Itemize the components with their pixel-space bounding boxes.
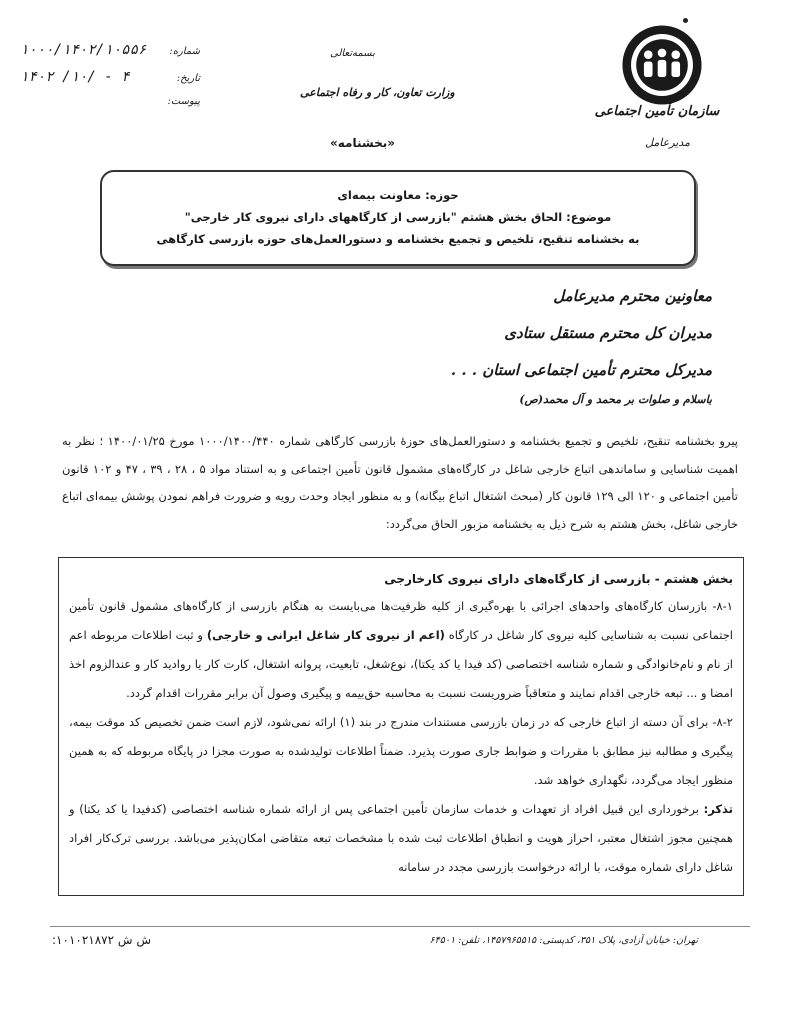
note-text: برخورداری این قبیل افراد از تعهدات و خدمات سازمان تأمین اجتماعی پس از ارائه شماره شناسه اختصاصی (کدفیدا یا کد یکتا) و همچنین مجوز اشتغال معتبر، احراز هویت و انطباق اطلاعات ثبت شده با مشخصات تبعه متقاضی امکان‌پذیر می‌باشد. بررسی ترک‌کار افراد شاغل دارای شماره موقت، با ارائه درخواست بازرسی مجدد در سامانه bbox=[69, 802, 733, 874]
footer-divider bbox=[50, 926, 750, 927]
bismillah: بسمه‌تعالی bbox=[330, 48, 375, 59]
number-value: ۱۰۰۰/۱۴۰۲/۱۰۵۵۶ bbox=[20, 42, 147, 58]
clause-8-1-end: و ثبت اطلاعات مربوطه اعم از نام و نام‌خانوادگی و شماره شناسه اختصاصی (کد فیدا یا کد یکتا)، نوع‌شغل، تابعیت، پروانه اشتغال، کارت کار یا روادید کار و عندالزوم اخذ امضا و ... تبعه خارجی اقدام نمایند و متعاقباً ضروریست نسبت به محاسبه حق‌بیمه و پیگیری وصول آن برابر مقررات اقدام گردد. bbox=[69, 628, 733, 700]
subject-topic: موضوع: الحاق بخش هشتم "بازرسی از کارگاههای دارای نیروی کار خارجی" bbox=[184, 210, 612, 224]
subject-annex: به بخشنامه تنقیح، تلخیص و تجمیع بخشنامه و دستورالعمل‌های حوزه بازرسی کارگاهی bbox=[156, 232, 640, 246]
date-value: ۱۴۰۲ /۱۰/ - ۴ bbox=[20, 69, 130, 85]
ministry-name: وزارت تعاون، کار و رفاه اجتماعی bbox=[300, 86, 455, 99]
addressee-province: مدیرکل محترم تأمین اجتماعی استان . . . bbox=[450, 361, 712, 379]
note-label: تذکر: bbox=[703, 802, 733, 816]
organization-name: سازمان تأمین اجتماعی bbox=[594, 104, 720, 119]
subject-box bbox=[100, 170, 696, 266]
clause-8-2: ۸-۲- برای آن دسته از اتباع خارجی که در زمان بازرسی مستندات مندرج در بند (۱) ارائه نمی‌شود، لازم است ضمن تخصیص کد موقت بیمه، پیگیری و مطالبه نیز مطابق با مقررات و ضوابط جاری صورت پذیرد. ضمناً اطلاعات تولیدشده به صورت مجزا در پایگاه مربوطه که به همین منظور ایجاد می‌گردد، نگهداری خواهد شد. bbox=[69, 715, 733, 787]
clause-8-1 bbox=[69, 592, 733, 708]
subject-domain: حوزه: معاونت بیمه‌ای bbox=[337, 188, 459, 202]
note bbox=[69, 795, 733, 882]
number-label: شماره: bbox=[169, 46, 200, 57]
social-security-logo-icon bbox=[619, 22, 705, 108]
section-eight-box bbox=[58, 557, 744, 896]
intro-paragraph: پیرو بخشنامه تنقیح، تلخیص و تجمیع بخشنامه و دستورالعمل‌های حوزهٔ بازرسی کارگاهی شماره ۱۰۰۰/۱۴۰۰/۴۴۰ مورخ ۱۴۰۰/۰۱/۲۵ ؛ نظر به اهمیت شناسایی و ساماندهی اتباع خارجی شاغل در کارگاه‌های مشمول قانون تأمین اجتماعی و به استناد مواد ۵ ، ۲۸ ، ۳۹ ، ۴۷ و ۱۰۲ قانون تأمین اجتماعی و ۱۲۰ الی ۱۲۹ قانون کار (مبحث اشتغال اتباع بیگانه) و به منظور ایجاد وحدت رویه و ضرورت فراهم نمودن پوشش بیمه‌ای اتباع خارجی شاغل، بخش هشتم به شرح ذیل به بخشنامه مزبور الحاق می‌گردد: bbox=[62, 434, 738, 531]
addressees bbox=[392, 278, 712, 406]
office-name: مدیرعامل bbox=[645, 136, 690, 149]
date-row bbox=[20, 69, 200, 96]
footer-address: تهران: خیابان آزادی، پلاک ۳۵۱، کدپستی: ۱۴۵۷۹۶۵۵۱۵، تلفن: ۶۴۵۰۱ bbox=[429, 935, 698, 946]
footer-doc-number: ش ش ۱۰۱۰۲۱۸۷۲: bbox=[52, 933, 151, 947]
date-label: تاریخ: bbox=[176, 73, 200, 84]
section-title: بخش هشتم - بازرسی از کارگاه‌های دارای نیروی کارخارجی bbox=[384, 572, 733, 586]
clause-8-1-start: ۸-۱- بازرسان کارگاه‌های واحدهای اجرائی با بهره‌گیری از کلیه ظرفیت‌ها می‌بایست به هنگام بازرسی از کارگاه‌های مشمول قانون تأمین اجتماعی نسبت به شناسایی کلیه نیروی کار شاغل در کارگاه bbox=[69, 599, 734, 642]
circular-label: «بخشنامه» bbox=[330, 136, 395, 150]
number-row bbox=[20, 42, 200, 69]
addressee-deputies: معاونین محترم مدیرعامل bbox=[553, 287, 712, 305]
clause-8-1-bold: (اعم از نیروی کار شاغل ایرانی و خارجی) bbox=[206, 628, 445, 642]
greeting: باسلام و صلوات بر محمد و آل محمد(ص) bbox=[519, 393, 712, 406]
attachment-row bbox=[20, 96, 200, 123]
letter-meta bbox=[20, 42, 200, 123]
addressee-directors: مدیران کل محترم مستقل ستادی bbox=[504, 324, 712, 342]
attachment-label: پیوست: bbox=[167, 96, 200, 107]
